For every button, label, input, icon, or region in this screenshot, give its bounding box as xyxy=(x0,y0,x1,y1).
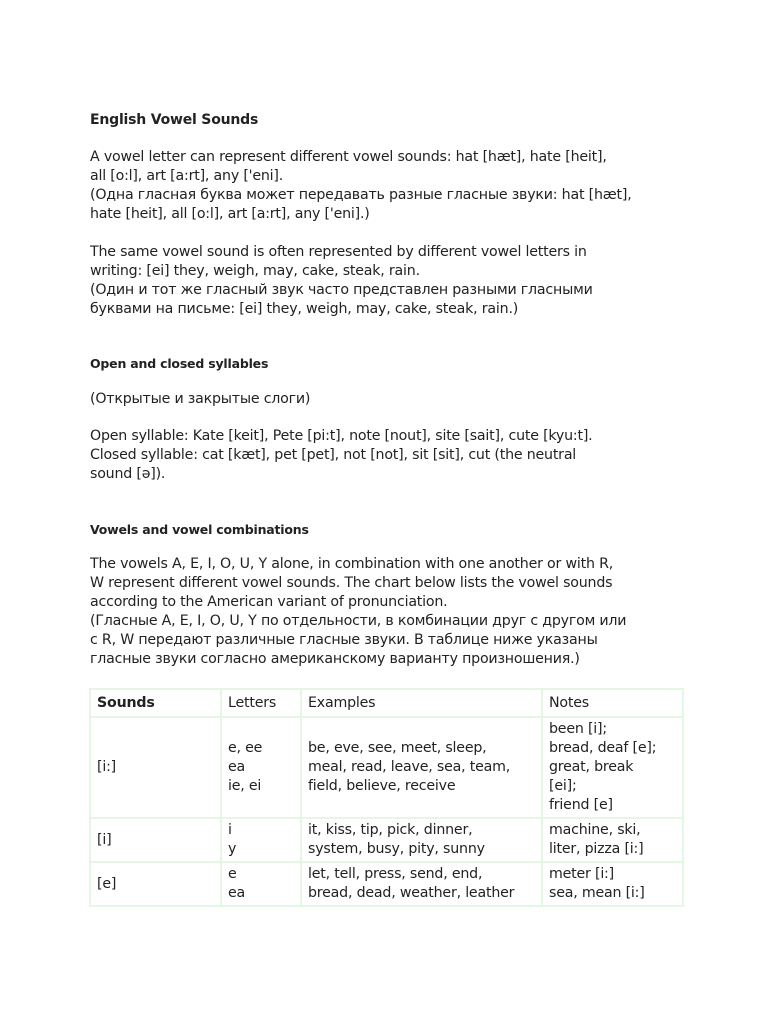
text-line: sea, mean [i:] xyxy=(549,885,645,901)
text-line: The vowels A, E, I, O, U, Y alone, in combination with one another or with R, xyxy=(90,556,614,572)
text-line: machine, ski, xyxy=(549,822,641,838)
text-line: it, kiss, tip, pick, dinner, xyxy=(308,822,473,838)
table-row xyxy=(90,818,683,862)
text-line: (Один и тот же гласный звук часто представлен разными гласными xyxy=(90,282,593,298)
text-line: A vowel letter can represent different vowel sounds: hat [hæt], hate [heit], xyxy=(90,149,607,165)
paragraph-vowel-letter xyxy=(90,148,632,224)
text-line: e xyxy=(228,866,237,882)
text-line: (Гласные A, E, I, O, U, Y по отдельности, в комбинации друг с другом или xyxy=(90,613,627,629)
page-title: English Vowel Sounds xyxy=(90,112,259,128)
section-heading-vowels: Vowels and vowel combinations xyxy=(90,522,309,537)
text-line: meal, read, leave, sea, team, xyxy=(308,759,511,775)
text-line: ea xyxy=(228,885,246,901)
text-line: liter, pizza [i:] xyxy=(549,841,644,857)
cell-examples xyxy=(301,862,542,906)
text-line: be, eve, see, meet, sleep, xyxy=(308,740,487,756)
text-line: Closed syllable: cat [kæt], pet [pet], not [not], sit [sit], cut (the neutral xyxy=(90,447,577,463)
vowel-sounds-table xyxy=(89,688,684,907)
text-line: let, tell, press, send, end, xyxy=(308,866,483,882)
cell-sound: [i] xyxy=(90,818,221,862)
text-line: [ei]; xyxy=(549,778,577,794)
cell-letters xyxy=(221,717,301,818)
header-letters: Letters xyxy=(221,689,301,717)
cell-notes xyxy=(542,818,683,862)
text-line: ie, ei xyxy=(228,778,262,794)
header-sounds: Sounds xyxy=(90,689,221,717)
table-row xyxy=(90,862,683,906)
text-line: The same vowel sound is often represented by different vowel letters in xyxy=(90,244,587,260)
cell-sound: [i:] xyxy=(90,717,221,818)
text-line: friend [e] xyxy=(549,797,613,813)
text-line: буквами на письме: [ei] they, weigh, may, cake, steak, rain.) xyxy=(90,301,519,317)
text-line: y xyxy=(228,841,237,857)
cell-examples xyxy=(301,717,542,818)
text-line: bread, dead, weather, leather xyxy=(308,885,515,901)
text-line: hate [heit], all [o:l], art [a:rt], any ['eni].) xyxy=(90,206,370,222)
header-examples: Examples xyxy=(301,689,542,717)
section-heading-syllables: Open and closed syllables xyxy=(90,356,269,371)
text-line: all [o:l], art [a:rt], any ['eni]. xyxy=(90,168,284,184)
text-line: i xyxy=(228,822,232,838)
text-line: гласные звуки согласно американскому варианту произношения.) xyxy=(90,651,580,667)
table-row xyxy=(90,717,683,818)
text-line: meter [i:] xyxy=(549,866,614,882)
cell-examples xyxy=(301,818,542,862)
text-line: с R, W передают различные гласные звуки. В таблице ниже указаны xyxy=(90,632,598,648)
text-line: ea xyxy=(228,759,246,775)
text-line: (Одна гласная буква может передавать разные гласные звуки: hat [hæt], xyxy=(90,187,632,203)
cell-notes xyxy=(542,717,683,818)
section-heading-syllables-ru: (Открытые и закрытые слоги) xyxy=(90,391,311,407)
text-line: writing: [ei] they, weigh, may, cake, steak, rain. xyxy=(90,263,420,279)
text-line: field, believe, receive xyxy=(308,778,456,794)
header-notes: Notes xyxy=(542,689,683,717)
text-line: Open syllable: Kate [keit], Pete [pi:t], note [nout], site [sait], cute [kyu:t]. xyxy=(90,428,593,444)
text-line: system, busy, pity, sunny xyxy=(308,841,485,857)
text-line: W represent different vowel sounds. The chart below lists the vowel sounds xyxy=(90,575,613,591)
cell-letters xyxy=(221,862,301,906)
text-line: according to the American variant of pronunciation. xyxy=(90,594,448,610)
text-line: e, ee xyxy=(228,740,263,756)
cell-letters xyxy=(221,818,301,862)
table-header-row xyxy=(90,689,683,717)
text-line: bread, deaf [e]; xyxy=(549,740,657,756)
paragraph-vowels xyxy=(90,555,626,669)
cell-notes xyxy=(542,862,683,906)
text-line: sound [ə]). xyxy=(90,466,166,482)
paragraph-syllables xyxy=(90,427,593,484)
paragraph-same-sound xyxy=(90,243,593,319)
cell-sound: [e] xyxy=(90,862,221,906)
text-line: been [i]; xyxy=(549,721,607,737)
text-line: great, break xyxy=(549,759,634,775)
